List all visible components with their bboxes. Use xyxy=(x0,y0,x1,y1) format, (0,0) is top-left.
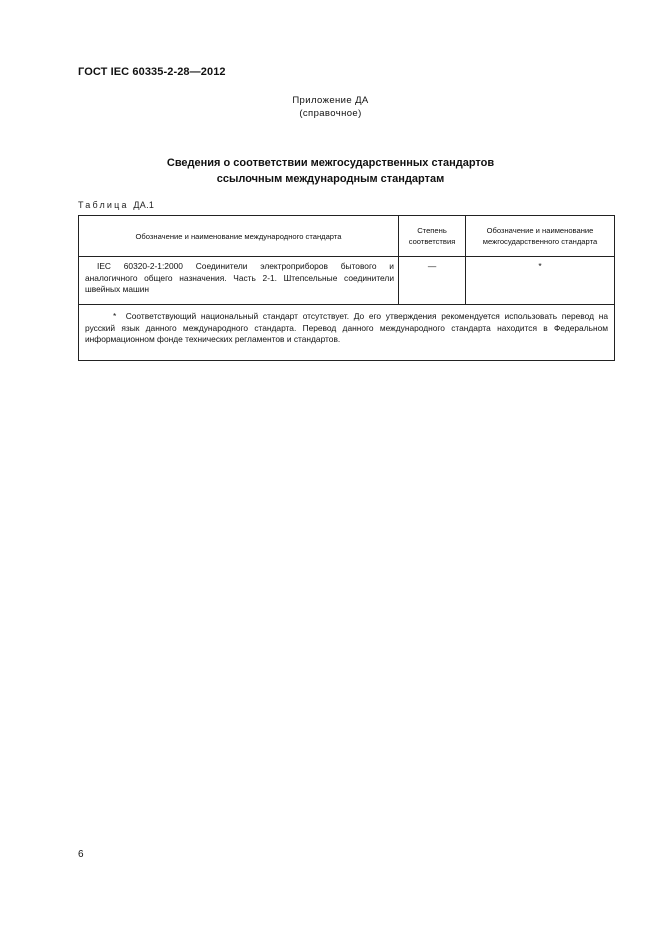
table-footnote-row xyxy=(79,305,615,361)
document-title-line-2: ссылочным международным стандартам xyxy=(216,173,445,185)
footnote-text: Соответствующий национальный стандарт отсутствует. До его утверждения рекомендуется использовать перевод на русский язык данного международного стандарта. Перевод данного международного стандарта находится в Федеральном информационном фонде технических регламентов и стандартов. xyxy=(85,311,609,344)
table-label-prefix: Таблица xyxy=(78,200,129,210)
header-degree-line-1: Степень xyxy=(417,226,447,235)
header-national-standard xyxy=(466,216,615,257)
header-degree-line-2: соответствия xyxy=(408,237,456,246)
cell-national-standard: * xyxy=(466,257,615,305)
correspondence-table xyxy=(78,215,615,361)
annex-kind: (справочное) xyxy=(299,108,362,119)
header-national-line-2: межгосударственного стандарта xyxy=(482,237,598,246)
cell-degree: — xyxy=(399,257,466,305)
cell-international-standard: IEC 60320-2-1:2000 Соединители электроприборов бытового и аналогичного общего назначения. Часть 2-1. Штепсельные соединители швейных машин xyxy=(79,257,399,305)
table-row xyxy=(79,257,615,305)
standard-code: ГОСТ IEC 60335-2-28—2012 xyxy=(78,66,226,78)
footnote-mark: * xyxy=(113,311,117,321)
document-title-line-1: Сведения о соответствии межгосударственных стандартов xyxy=(166,157,495,169)
table-label-number: ДА.1 xyxy=(133,200,155,210)
annex-title: Приложение ДА xyxy=(292,95,369,106)
table-footnote xyxy=(79,305,615,361)
header-national-line-1: Обозначение и наименование xyxy=(486,226,594,235)
header-international-standard: Обозначение и наименование международного стандарта xyxy=(79,216,399,257)
table-header-row xyxy=(79,216,615,257)
table-label xyxy=(78,200,154,210)
page-number: 6 xyxy=(78,849,84,860)
header-degree-of-correspondence xyxy=(399,216,466,257)
